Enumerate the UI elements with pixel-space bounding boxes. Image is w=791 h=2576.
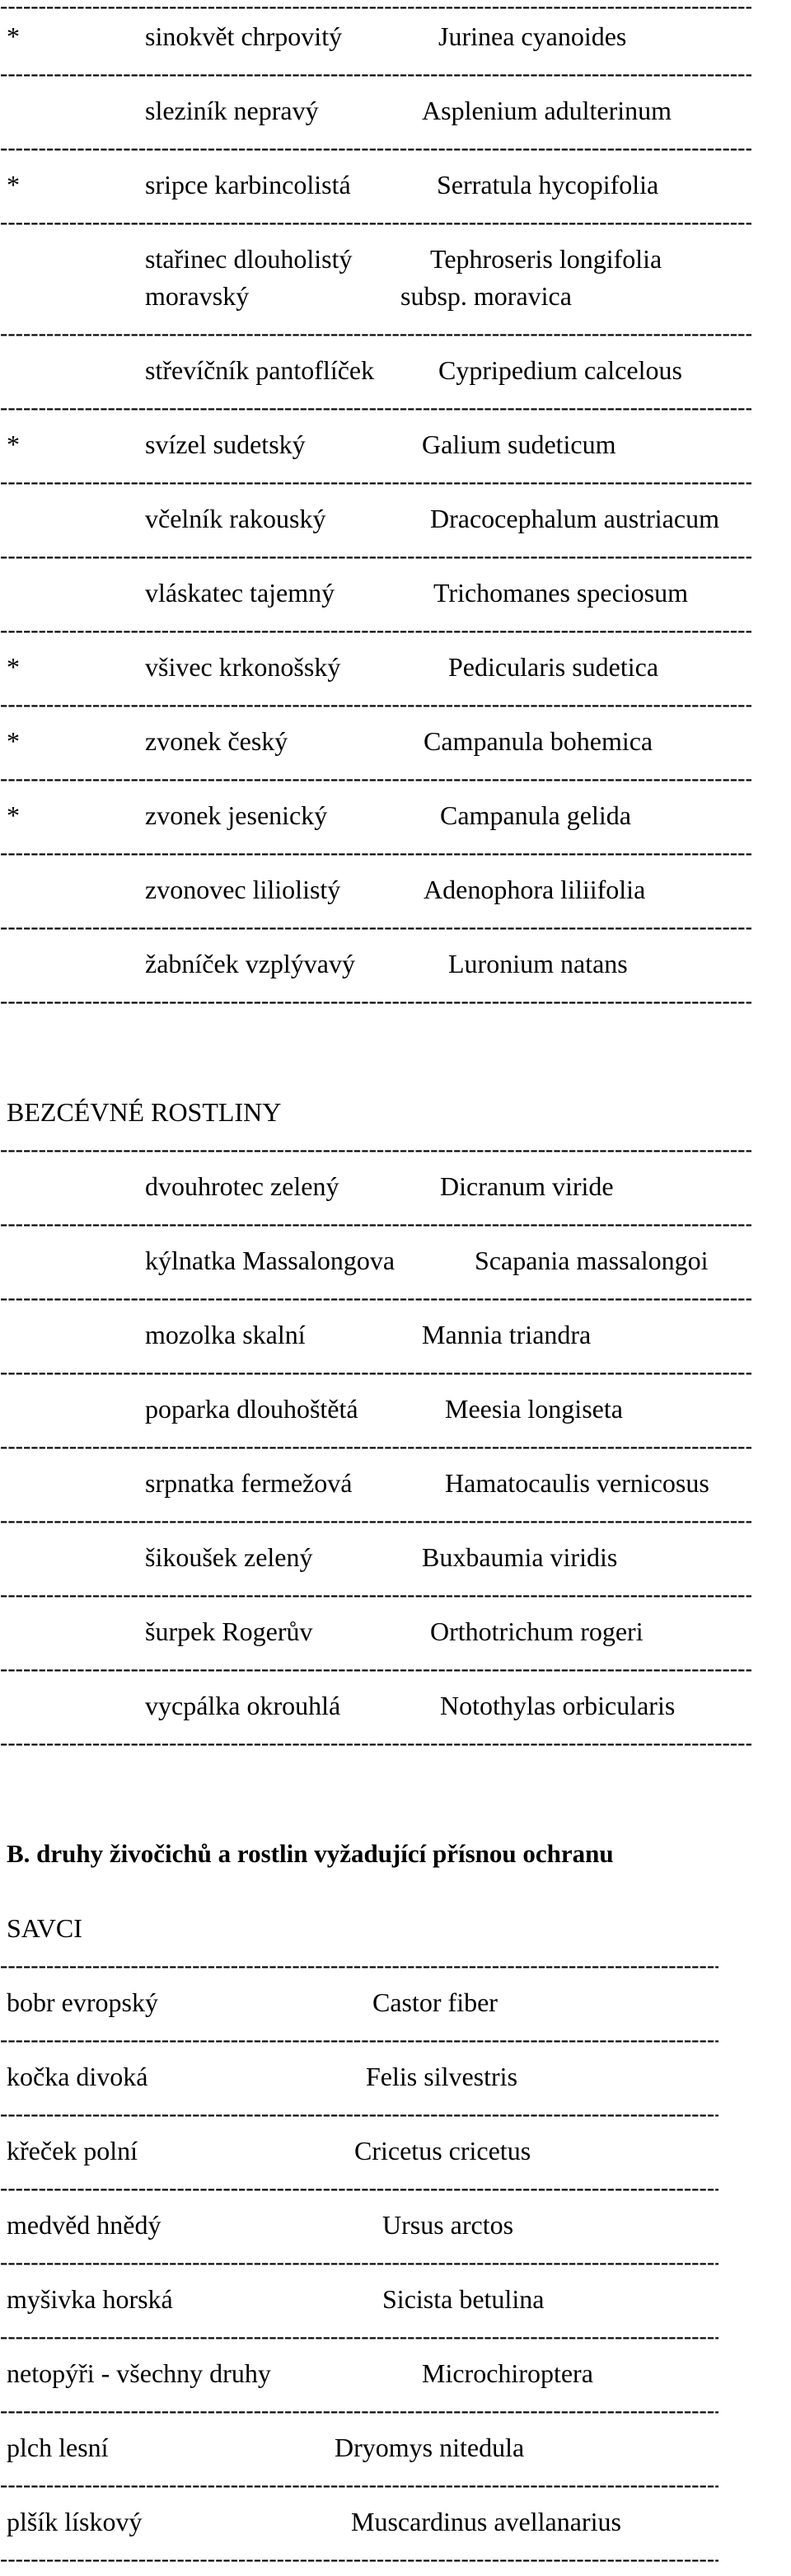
row-divider [0,2182,718,2195]
latin-name: Tephroseris longifolia [430,244,662,274]
row-divider [0,476,751,489]
czech-name: myšivka horská [7,2284,173,2314]
czech-name: poparka dlouhoštětá [145,1394,358,1424]
row-divider [0,550,751,563]
latin-name: Cypripedium calcelous [438,355,682,385]
latin-name: Trichomanes speciosum [433,578,689,608]
row-divider [0,68,751,81]
czech-name-line2: moravský [145,281,250,311]
row-marker: * [7,170,20,199]
czech-name: dvouhrotec zelený [145,1171,339,1201]
row-divider [0,921,751,934]
czech-name: sripce karbincolistá [145,170,351,199]
latin-name: Dryomys nitedula [335,2433,525,2462]
czech-name: žabníček vzplývavý [145,949,355,978]
latin-name: Campanula bohemica [424,726,653,756]
row-divider [0,624,751,637]
row-divider [0,1959,718,1973]
row-divider [0,142,751,155]
latin-name: Adenophora liliifolia [424,875,646,904]
row-divider [0,1737,751,1750]
row-divider [0,1514,751,1527]
latin-name: Hamatocaulis vernicosus [445,1468,709,1498]
row-divider [0,995,751,1008]
section-heading-savci: SAVCI [7,1913,82,1943]
row-divider [0,327,751,340]
latin-name: Sicista betulina [382,2284,545,2314]
row-divider [0,847,751,860]
row-divider [0,2330,718,2344]
czech-name: zvonek jesenický [145,800,328,830]
czech-name: medvěd hnědý [7,2210,161,2240]
czech-name: netopýři - všechny druhy [7,2358,271,2388]
row-divider [0,2034,718,2047]
czech-name: všivec krkonošský [145,652,341,682]
czech-name: křeček polní [7,2136,138,2165]
czech-name: srpnatka fermežová [145,1468,353,1498]
latin-name: Dicranum viride [440,1171,614,1201]
czech-name: šikoušek zelený [145,1542,313,1572]
latin-name-line2: subsp. moravica [400,281,572,311]
latin-name: Microchiroptera [422,2358,593,2388]
czech-name: včelník rakouský [145,504,326,533]
row-marker: * [7,21,20,51]
latin-name: Castor fiber [372,1987,498,2017]
row-divider [0,1366,751,1379]
latin-name: Meesia longiseta [445,1394,623,1424]
czech-name: vycpálka okrouhlá [145,1691,341,1720]
czech-name: šurpek Rogerův [145,1616,313,1646]
row-divider [0,1218,751,1231]
czech-name: zvonek český [145,726,288,756]
section-b-title: B. druhy živočichů a rostlin vyžadující přísnou ochranu [7,1839,614,1868]
row-divider [0,698,751,711]
latin-name: Asplenium adulterinum [422,96,672,125]
row-divider [0,2553,718,2566]
latin-name: Mannia triandra [422,1320,592,1349]
latin-name: Campanula gelida [440,800,631,830]
latin-name: Scapania massalongoi [475,1246,709,1275]
latin-name: Pedicularis sudetica [448,652,659,682]
czech-name: svízel sudetský [145,429,306,459]
latin-name: Serratula hycopifolia [437,170,659,199]
row-divider [0,1588,751,1602]
czech-name: plch lesní [7,2433,109,2462]
czech-name: vláskatec tajemný [145,578,335,608]
row-marker: * [7,726,20,756]
row-divider [0,401,751,415]
latin-name: Galium sudeticum [422,429,616,459]
czech-name: střevíčník pantoflíček [145,355,375,385]
row-divider [0,0,751,13]
row-marker: * [7,652,20,682]
czech-name: zvonovec liliolistý [145,875,341,904]
row-divider [0,2108,718,2121]
czech-name: bobr evropský [7,1987,158,2017]
latin-name: Muscardinus avellanarius [351,2507,621,2536]
czech-name: stařinec dlouholistý [145,244,353,274]
row-divider [0,1440,751,1453]
row-marker: * [7,800,20,830]
czech-name: sleziník nepravý [145,96,319,125]
row-divider [0,2479,718,2492]
row-divider [0,216,751,229]
row-divider [0,1143,751,1157]
latin-name: Ursus arctos [382,2210,514,2240]
latin-name: Buxbaumia viridis [422,1542,618,1572]
czech-name: kýlnatka Massalongova [145,1246,396,1275]
latin-name: Notothylas orbicularis [440,1691,676,1720]
row-divider [0,2405,718,2418]
latin-name: Luronium natans [448,949,628,978]
row-divider [0,1292,751,1305]
czech-name: mozolka skalní [145,1320,306,1349]
latin-name: Jurinea cyanoides [438,21,627,51]
czech-name: plšík lískový [7,2507,143,2536]
latin-name: Dracocephalum austriacum [430,504,719,533]
latin-name: Cricetus cricetus [354,2136,531,2165]
czech-name: sinokvět chrpovitý [145,21,343,51]
row-marker: * [7,429,20,459]
czech-name: kočka divoká [7,2062,148,2091]
latin-name: Felis silvestris [366,2062,518,2091]
section-heading-bezcevne: BEZCÉVNÉ ROSTLINY [7,1097,282,1127]
row-divider [0,2256,718,2269]
row-divider [0,1663,751,1676]
latin-name: Orthotrichum rogeri [430,1616,644,1646]
row-divider [0,772,751,786]
